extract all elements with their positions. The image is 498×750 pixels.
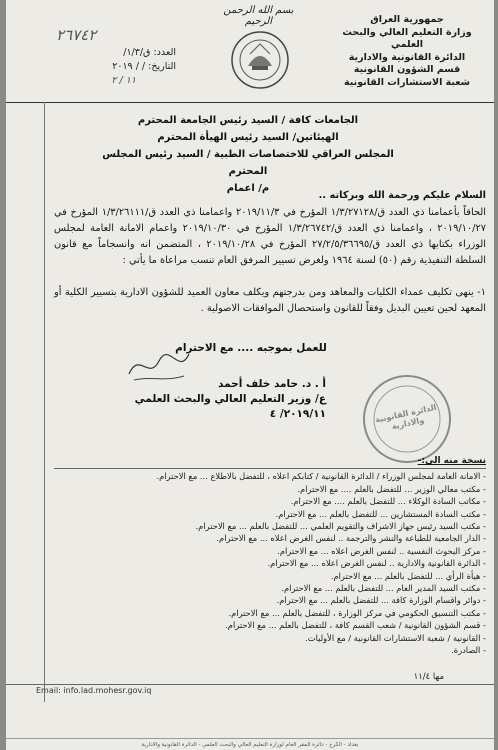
letterhead-line: شعبة الاستشارات القانونية [344,76,470,88]
ministry-logo [230,30,290,90]
cc-item: - مكتب السادة المستشارين ... للتفضل بالعلم ... مع الاحترام. [275,508,486,519]
cc-item: - مركز البحوث النفسية .. لنفس الغرض اعلاه ... مع الاحترام. [277,545,486,556]
handwritten-reference: ٢٦٧٤٢ [56,26,97,44]
signature-block [126,377,326,422]
body-item: ١- ينهى تكليف عمداء الكليات والمعاهد ومن بدرجتهم ويكلف معاون العميد للشؤون الادارية بتسيير الكلية أو المعهد لحين تعيين البديل وفقاً للقانون واستحصال الموافقات الاصولية . [54,287,486,314]
signatory-title: ع/ وزير التعليم العالي والبحث العلمي [134,393,326,405]
letterhead-line: جمهورية العراق [370,14,444,25]
greeting: السلام عليكم ورحمة الله وبركاته .. [318,190,486,201]
cc-list [54,455,486,657]
header-divider [6,102,494,103]
stamp-label: الدائرة القانونية والادارية [374,402,438,432]
official-stamp [361,373,453,465]
addressee-block [98,112,398,197]
letterhead-line: الدائرة القانونية والادارية [348,51,466,63]
cc-item: - الامانة العامة لمجلس الوزراء / الدائرة القانونية / كتابكم اعلاه ، للتفضل بالاطلاع ... مع الاحترام. [156,471,486,482]
addressee-line: الهيئاتين/ السيد رئيس الهيأة المحترم [157,132,339,143]
letterhead [332,14,482,89]
cc-item: - الدائرة القانونية والادارية .. لنفس الغرض اعلاه ... مع الاحترام. [267,558,486,569]
cc-item: - هيأة الرأي ... للتفضل بالعلم ... مع الاحترام. [330,570,486,581]
footer-divider [6,684,494,685]
footer-address-bar: بغداد - الكرخ - دائرة المقر العام لوزارة التعليم العالي والبحث العلمي - الدائرة القانونية والادارية [6,738,494,750]
addressee-line: المجلس العراقي للاختصاصات الطبية / السيد رئيس المجلس المحترم [102,149,394,177]
cc-item: - قسم الشؤون القانونية / شعب القسم كافة ، للتفضل بالعلم ... مع الاحترام. [225,620,486,631]
footer-email: Email: info.lad.mohesr.gov.iq [36,686,152,695]
cc-item: - مكتب السيد المدير العام ... للتفضل بالعلم ... مع الاحترام. [281,583,486,594]
handwritten-date: ١١ / ٢ [111,75,136,86]
ref-number: العدد: ق/١/٣/ [123,47,176,58]
body-paragraph: الحاقاً بأعمامنا ذي العدد ق/١/٣/٢٧١٢٨ المؤرخ في ٢٠١٩/١١/٣ واعمامنا ذي العدد ق/١/٣/٢٦١١١ المؤرخ في ٢٠١٩/١٠/٢٧ ، واعمامنا ذي العدد ق/١/٣/٢٦٧٤٢ المؤرخ في ٢٠١٩/١٠/٣٠ واعمام الامانة العامة لمجلس الوزراء بكتابها ذي العدد ق/٢٧/٢/٥/٣٦٦٩٥ المؤرخ في ٢٠١٩/١٠/٢٨ ، المتضمن انه وانسجاماً مع قانون السلطة التنفيذية رقم (٥٠) لسنة ١٩٦٤ ولغرض تسيير المرفق العام تنسب مراعاة ما يأتي : [54,207,486,266]
document-page [6,0,494,750]
margin-line [44,102,45,702]
cc-item: - مكتب معالي الوزير ... للتفضل بالعلم .... مع الاحترام. [297,483,486,494]
ref-date: التاريخ: / / ٢٠١٩ [112,61,176,72]
typist-initials: مها ١١/٤ [413,672,444,682]
signatory-name: أ . د. حامد خلف أحمد [218,378,326,390]
cc-item: - مكاتب السادة الوكلاء ... للتفضل بالعلم .... مع الاحترام. [290,496,486,507]
cc-item: - مكتب التنسيق الحكومي في مركز الوزارة ، للتفضل بالعلم ... مع الاحترام. [228,607,486,618]
closing-line: للعمل بموجبه .... مع الاحترام [175,342,327,354]
addressee-line: الجامعات كافة / السيد رئيس الجامعة المحترم [137,115,359,126]
cc-divider [54,468,486,469]
subject-line: م/ اعمام [226,183,270,194]
cc-item: - القانونية / شعبة الاستشارات القانونية / مع الأوليات. [305,632,486,643]
cc-item: - مكتب السيد رئيس جهاز الاشراف والتقويم العلمي ... للتفضل بالعلم ... مع الاحترام. [195,521,486,532]
cc-item: - الصادرة. [451,645,486,656]
cc-item: - دوائر واقسام الوزارة كافة ... للتفضل بالعلم ... مع الاحترام. [276,595,486,606]
letterhead-line: وزارة التعليم العالي والبحث العلمي [342,26,472,50]
cc-heading: نسخة منه الى:- [417,456,486,466]
signature-date: ٢٠١٩/١١/ ٤ [269,408,326,420]
letterhead-line: قسم الشؤون القانونية [353,64,461,75]
cc-item: - الدار الجامعية للطباعة والنشر والترجمة .. لنفس الغرض اعلاه ... مع الاحترام. [216,533,486,544]
basmala: بسم الله الرحمن الرحيم [223,5,294,27]
reference-block [26,46,176,88]
